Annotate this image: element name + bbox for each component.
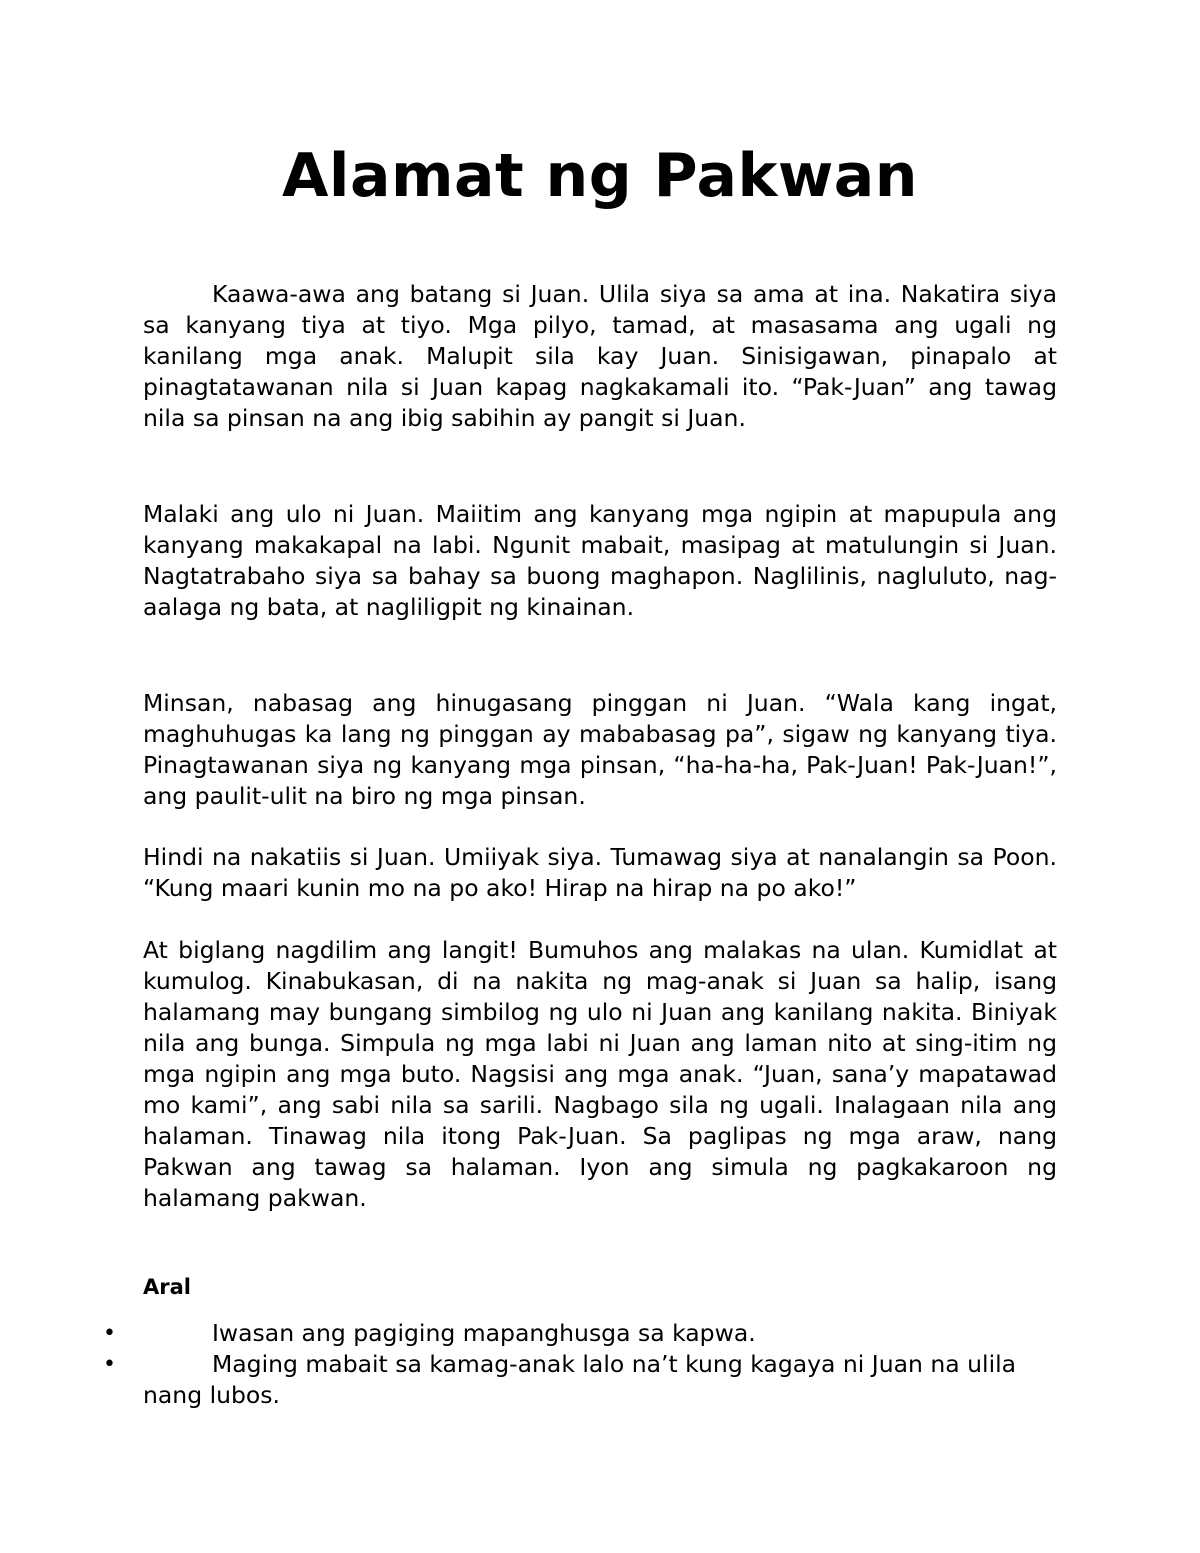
aral-item-1 <box>0 1318 1200 1349</box>
bullet-icon: • <box>103 1321 116 1346</box>
aral-item-2 <box>0 1349 1200 1411</box>
paragraph-3: Minsan, nabasag ang hinugasang pinggan ni Juan. “Wala kang ingat, maghuhugas ka lang ng pinggan ay mababasag pa”, sigaw ng kanyang tiya. Pinagtawanan siya ng kanyang mga pinsan, “ha-ha-ha, Pak-Juan! Pak-Juan!”, ang paulit-ulit na biro ng mga pinsan. <box>143 689 1057 810</box>
aral-item-text: Maging mabait sa kamag-anak lalo na’t kung kagaya ni Juan na ulila nang lubos. <box>143 1350 1017 1409</box>
aral-heading: Aral <box>143 1275 191 1299</box>
paragraph-1: Kaawa-awa ang batang si Juan. Ulila siya sa ama at ina. Nakatira siya sa kanyang tiya at tiyo. Mga pilyo, tamad, at masasama ang ugali ng kanilang mga anak. Malupit sila kay Juan. Sinisigawan, pinapalo at pinagtatawanan nila si Juan kapag nagkakamali ito. “Pak-Juan” ang tawag nila sa pinsan na ang ibig sabihin ay pangit si Juan. <box>143 280 1057 432</box>
paragraph-4: Hindi na nakatiis si Juan. Umiiyak siya. Tumawag siya at nanalangin sa Poon. “Kung maari kunin mo na po ako! Hirap na hirap na po ako!” <box>143 843 1057 902</box>
aral-list <box>0 1318 1200 1411</box>
aral-item-text: Iwasan ang pagiging mapanghusga sa kapwa. <box>212 1319 756 1347</box>
paragraph-5: At biglang nagdilim ang langit! Bumuhos ang malakas na ulan. Kumidlat at kumulog. Kinabukasan, di na nakita ng mag-anak si Juan sa halip, isang halamang may bungang simbilog ng ulo ni Juan ang kanilang nakita. Biniyak nila ang bunga. Simpula ng mga labi ni Juan ang laman nito at sing-itim ng mga ngipin ang mga buto. Nagsisi ang mga anak. “Juan, sana’y mapatawad mo kami”, ang sabi nila sa sarili. Nagbago sila ng ugali. Inalagaan nila ang halaman. Tinawag nila itong Pak-Juan. Sa paglipas ng mga araw, nang Pakwan ang tawag sa halaman. Iyon ang simula ng pagkakaroon ng halamang pakwan. <box>143 936 1057 1212</box>
bullet-icon: • <box>103 1352 116 1377</box>
document-title: Alamat ng Pakwan <box>281 141 918 211</box>
paragraph-2: Malaki ang ulo ni Juan. Maiitim ang kanyang mga ngipin at mapupula ang kanyang makakapal na labi. Ngunit mabait, masipag at matulungin si Juan. Nagtatrabaho siya sa bahay sa buong maghapon. Naglilinis, nagluluto, nag-aalaga ng bata, at nagliligpit ng kinainan. <box>143 500 1057 621</box>
